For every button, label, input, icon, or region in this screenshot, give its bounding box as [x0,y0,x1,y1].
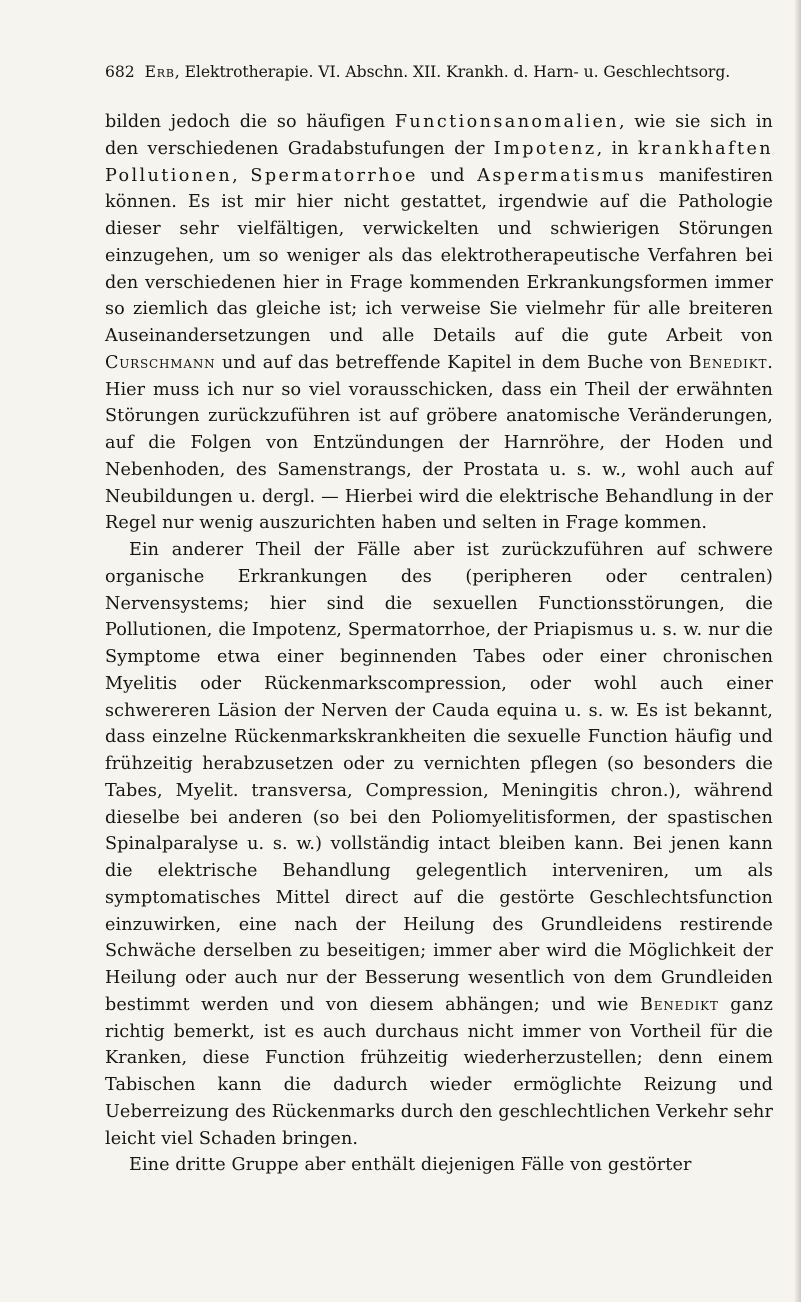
paragraph-3 [105,1152,773,1179]
emphasis-spermatorrhoe: Spermatorrhoe [250,165,418,186]
emphasis-functionsanomalien: Functionsanomalien [394,112,619,132]
page-number: 682 [105,63,135,81]
text-run: und auf das betreffende Kapitel in dem Buche von [215,352,689,373]
emphasis-aspermatismus: Aspermatismus [477,165,647,186]
paragraph-2 [105,537,773,1152]
emphasis-impotenz: Impotenz [493,138,597,159]
text-run: , [232,165,251,186]
text-run: manifestiren können. Es ist mir hier nicht gestattet, irgendwie auf die Pathologie dieser sehr vielfältigen, verwickelten und schwierigen Störungen einzugehen, um so weniger als das elektrotherapeutische Verfahren bei den verschiedenen hier in Frage kommenden Erkrankungsformen immer so ziemlich das gleiche ist; ich verweise Sie vielmehr für alle breiteren Auseinandersetzungen und alle Details auf die gute Arbeit von [105,165,774,346]
text-run: Eine dritte Gruppe aber enthält diejenigen Fälle von gestörter [129,1155,692,1176]
text-run: ganz richtig bemerkt, ist es auch durchaus nicht immer von Vortheil für die Kranken, diese Function frühzeitig wiederherzustellen; denn einem Tabischen kann die dadurch wieder ermöglichte Reizung und Ueberreizung des Rückenmarks durch den geschlechtlichen Verkehr sehr leicht viel Schaden bringen. [105,994,774,1149]
paragraph-1 [105,109,773,537]
text-run: , in [596,138,638,159]
running-header [105,62,775,82]
header-author: Erb [144,63,175,81]
emphasis-pollutionen: krankhaften Pollutionen [105,138,773,186]
body-text [105,109,773,1179]
author-benedikt: Benedikt [688,352,768,373]
page-edge-shadow [794,0,801,1302]
text-run: bilden jedoch die so häufigen [105,112,395,132]
text-run: . Hier muss ich nur so viel vorausschicken, dass ein Theil der erwähnten Störungen zurückzuführen ist auf gröbere anatomische Veränderungen, auf die Folgen von Entzündungen der Harnröhre, der Hoden und Nebenhoden, des Samenstrangs, der Prostata u. s. w., wohl auch auf Neubildungen u. dergl. — Hierbei wird die elektrische Behandlung in der Regel nur wenig auszurichten haben und selten in Frage kommen. [105,352,773,534]
text-run: und [417,165,478,186]
header-title: , Elektrotherapie. VI. Abschn. XII. Krankh. d. Harn- u. Geschlechtsorg. [174,63,731,81]
text-run: , wie sie sich in den verschiedenen Gradabstufungen der [105,112,773,159]
text-run: Ein anderer Theil der Fälle aber ist zurückzuführen auf schwere organische Erkrankungen des (peripheren oder centralen) Nervensystems; hier sind die sexuellen Functionsstörungen, die Pollutionen, die Impotenz, Spermatorrhoe, der Priapismus u. s. w. nur die Symptome etwa einer beginnenden Tabes oder einer chronischen Myelitis oder Rückenmarkscompression, oder wohl auch einer schwereren Läsion der Nerven der Cauda equina u. s. w. Es ist bekannt, dass einzelne Rückenmarkskrankheiten die sexuelle Function häufig und frühzeitig herabzusetzen oder zu vernichten pflegen (so besonders die Tabes, Myelit. transversa, Compression, Meningitis chron.), während dieselbe bei anderen (so bei den Poliomyelitisformen, der spastischen Spinalparalyse u. s. w.) vollständig intact bleiben kann. Bei jenen kann die elektrische Behandlung gelegentlich interveniren, um als symptomatisches Mittel direct auf die gestörte Geschlechtsfunction einzuwirken, eine nach der Heilung des Grundleidens restirende Schwäche derselben zu beseitigen; immer aber wird die Möglichkeit der Heilung oder auch nur der Besserung wesentlich von dem Grundleiden bestimmt werden und von diesem abhängen; und wie [105,540,773,1015]
author-curschmann: Curschmann [105,352,216,373]
author-benedikt: Benedikt [640,994,719,1015]
